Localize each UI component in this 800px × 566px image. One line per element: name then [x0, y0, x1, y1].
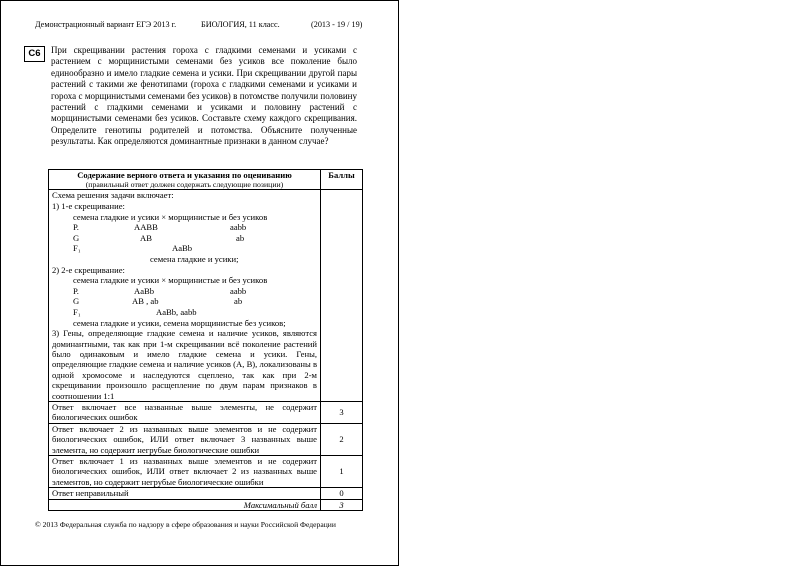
header-left: Демонстрационный вариант ЕГЭ 2013 г.	[35, 20, 177, 29]
cross1-g-left: АВ	[140, 232, 152, 243]
cross1-phenotypes: семена гладкие и усики × морщинистые и без усиков	[73, 211, 268, 222]
cross1-f-label: F₁	[73, 243, 81, 254]
cross1-p-label: Р.	[73, 222, 79, 233]
cross2-g-left: AB , ab	[132, 296, 159, 307]
cross1-g-label: G	[73, 232, 80, 243]
cross2-g-right: ab	[234, 296, 243, 307]
cross1-g-right: ab	[236, 232, 245, 243]
document-page	[0, 0, 399, 566]
criteria-text: Ответ включает 2 из названных выше элементов и не содержит биологических ошибок, ИЛИ ответ включает 3 названных выше элемента, но содержит негрубые биологические ошибки	[49, 423, 321, 455]
criteria-row	[49, 488, 363, 499]
solution-row	[49, 190, 363, 402]
task-number: С6	[24, 46, 45, 62]
header-main: Содержание верного ответа и указания по оцениванию	[77, 170, 292, 180]
cross2-phenotypes: семена гладкие и усики × морщинистые и без усиков	[73, 275, 268, 286]
cross1-f-value: AaBb	[172, 243, 193, 254]
criteria-text: Ответ включает 1 из названных выше элементов и не содержит биологических ошибок, ИЛИ ответ включает 2 из названных выше элементов, но содержит негрубые биологические ошибки	[49, 456, 321, 488]
task-text	[51, 45, 357, 148]
max-score-row	[49, 499, 363, 510]
cross2-f-pheno: семена гладкие и усики, семена морщинистые без усиков;	[73, 317, 286, 328]
criteria-row	[49, 456, 363, 488]
cross2-f-value: AaBb, aabb	[156, 306, 197, 317]
task-statement: При скрещивании растения гороха с гладкими семенами и усиками с растением с морщинистыми семенами без усиков все поколение было единообразно и имело гладкие семена и усики. При скрещивании другой пары растений с такими же фенотипами (гороха с гладкими семенами и усиками и гороха с морщинистыми семенами без усиков) в потомстве получили половину растений с гладкими семенами и усиками и половину растений с морщинистыми семенами без усиков. Составьте схему каждого скрещивания. Определите генотипы родителей и потомства. Объясните полученные результаты. Как определяются доминантные признаки в данном случае?	[51, 45, 357, 147]
criteria-row	[49, 423, 363, 455]
cross2-label: 2) 2-е скрещивание:	[52, 264, 125, 275]
criteria-text: Ответ включает все названные выше элементы, не содержит биологических ошибок	[49, 401, 321, 423]
table-header-content	[49, 170, 321, 190]
cross2-f-label: F₁	[73, 306, 81, 317]
cross1-p-left: ААВВ	[134, 222, 158, 233]
header-right: (2013 - 19 / 19)	[311, 20, 363, 29]
explanation-text: 3) Гены, определяющие гладкие семена и наличие усиков, являются доминантными, так как при 1-м скрещивании всё поколение растений было одинаковым и имело гладкие семена и усики. Гены, определяющие гладкие семена и наличие усиков (А, В), локализованы в одной хромосоме и наследуются сцеплено, так как при 2-м скрещивании произошло расщепление по двум парам признаков в соотношении 1:1	[52, 328, 317, 401]
criteria-score: 0	[321, 488, 363, 499]
criteria-row	[49, 401, 363, 423]
cross2-g-label: G	[73, 296, 80, 307]
criteria-score: 3	[321, 401, 363, 423]
criteria-score: 2	[321, 423, 363, 455]
answer-table	[48, 169, 363, 511]
criteria-score: 1	[321, 456, 363, 488]
cross1-p-right: aabb	[230, 222, 247, 233]
criteria-text: Ответ неправильный	[49, 488, 321, 499]
header-center: БИОЛОГИЯ, 11 класс.	[201, 20, 280, 29]
solution-score-cell	[321, 190, 363, 402]
cross1-f-pheno: семена гладкие и усики;	[150, 253, 239, 264]
table-header-row	[49, 170, 363, 190]
cross2-p-right: aabb	[230, 285, 247, 296]
cross2-p-left: AaBb	[134, 285, 155, 296]
scheme-intro: Схема решения задачи включает:	[52, 190, 174, 201]
cross1-label: 1) 1-е скрещивание:	[52, 201, 125, 211]
max-score-label: Максимальный балл	[49, 499, 321, 510]
header-score: Баллы	[321, 170, 363, 190]
footer-copyright: © 2013 Федеральная служба по надзору в сфере образования и науки Российской Федерации	[35, 520, 336, 529]
cross2-p-label: Р.	[73, 285, 79, 296]
max-score-value: 3	[321, 499, 363, 510]
header-sub: (правильный ответ должен содержать следующие позиции)	[85, 180, 284, 190]
solution-cell	[49, 190, 321, 402]
